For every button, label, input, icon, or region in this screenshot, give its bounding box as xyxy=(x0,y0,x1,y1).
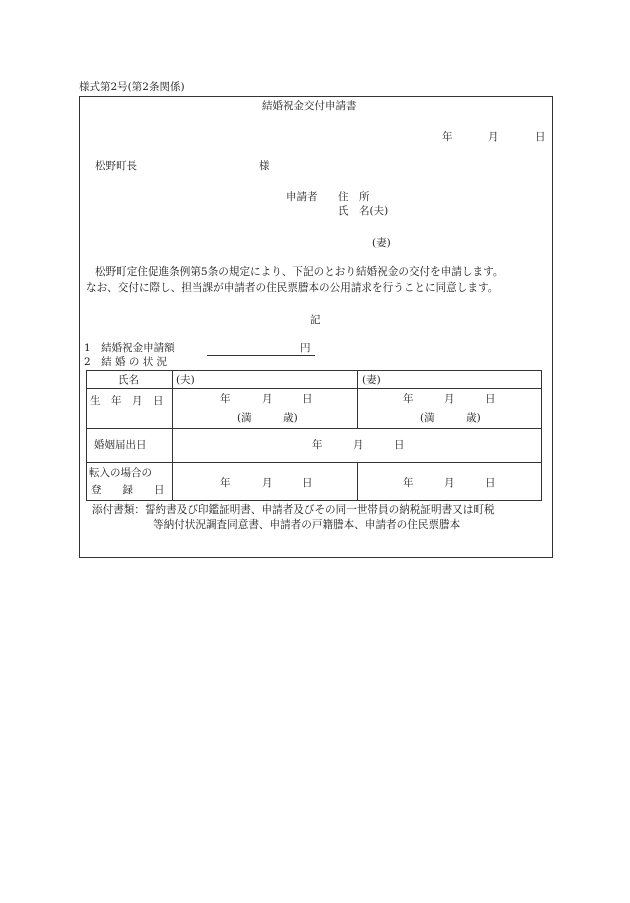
marriage-day: 日 xyxy=(394,439,405,451)
table-transfer-label-2: 登 録 日 xyxy=(91,484,165,496)
table-marriage-date-label: 婚姻届出日 xyxy=(94,439,147,451)
item1-label: 1 結婚祝金申請額 xyxy=(84,342,175,354)
body-text-line1: 松野町定住促進条例第5条の規定により、下記のとおり結婚祝金の交付を申請します。 xyxy=(95,266,504,278)
husband-birth-year: 年 xyxy=(220,393,231,405)
wife-birth-month: 月 xyxy=(444,393,455,405)
applicant-address-label: 住 所 xyxy=(338,191,370,203)
addressee-mayor: 松野町長 xyxy=(95,160,137,172)
amount-underline xyxy=(207,355,315,356)
husband-age: (満 歳) xyxy=(237,412,298,424)
husband-birth-month: 月 xyxy=(262,393,273,405)
table-line xyxy=(86,462,542,463)
form-title: 結婚祝金交付申請書 xyxy=(262,100,357,112)
item1-unit: 円 xyxy=(300,342,311,354)
husband-transfer-month: 月 xyxy=(262,477,273,489)
attachments-line1: 添付書類：誓約書及び印鑑証明書、申請者及びその同一世帯員の納税証明書又は町税 xyxy=(92,504,495,516)
wife-birth-day: 日 xyxy=(485,393,496,405)
table-name-header: 氏名 xyxy=(118,374,139,386)
wife-transfer-day: 日 xyxy=(485,477,496,489)
wife-age: (満 歳) xyxy=(420,412,481,424)
table-line xyxy=(86,500,542,501)
addressee-honorific: 様 xyxy=(259,160,270,172)
date-month-label: 月 xyxy=(488,131,499,143)
applicant-name-label: 氏 名(夫) xyxy=(338,205,389,217)
marriage-month: 月 xyxy=(353,439,364,451)
table-line xyxy=(172,370,173,501)
date-year-label: 年 xyxy=(442,131,453,143)
wife-birth-year: 年 xyxy=(403,393,414,405)
marriage-year: 年 xyxy=(312,439,323,451)
form-number-label: 様式第2号(第2条関係) xyxy=(79,81,185,93)
table-husband-label: (夫) xyxy=(176,374,195,386)
table-line xyxy=(86,370,542,371)
table-birthdate-label: 生 年 月 日 xyxy=(90,395,164,407)
husband-birth-day: 日 xyxy=(302,393,313,405)
body-text-line2: なお、交付に際し、担当課が申請者の住民票謄本の公用請求を行うことに同意します。 xyxy=(86,282,499,294)
table-line xyxy=(357,370,358,428)
table-line xyxy=(86,370,87,501)
table-line xyxy=(541,370,542,501)
applicant-label: 申請者 xyxy=(286,191,318,203)
item2-label: 2 結 婚 の 状 況 xyxy=(84,356,168,368)
table-line xyxy=(86,428,542,429)
wife-transfer-month: 月 xyxy=(444,477,455,489)
attachments-line2: 等納付状況調査同意書、申請者の戸籍謄本、申請者の住民票謄本 xyxy=(153,519,461,531)
husband-transfer-day: 日 xyxy=(302,477,313,489)
wife-transfer-year: 年 xyxy=(403,477,414,489)
table-line xyxy=(86,388,542,389)
applicant-wife-label: (妻) xyxy=(372,237,391,249)
table-line xyxy=(357,462,358,500)
date-day-label: 日 xyxy=(535,131,546,143)
ki-heading: 記 xyxy=(310,314,321,326)
table-wife-label: (妻) xyxy=(362,374,381,386)
table-transfer-label-1: 転入の場合の xyxy=(89,467,152,479)
husband-transfer-year: 年 xyxy=(220,477,231,489)
